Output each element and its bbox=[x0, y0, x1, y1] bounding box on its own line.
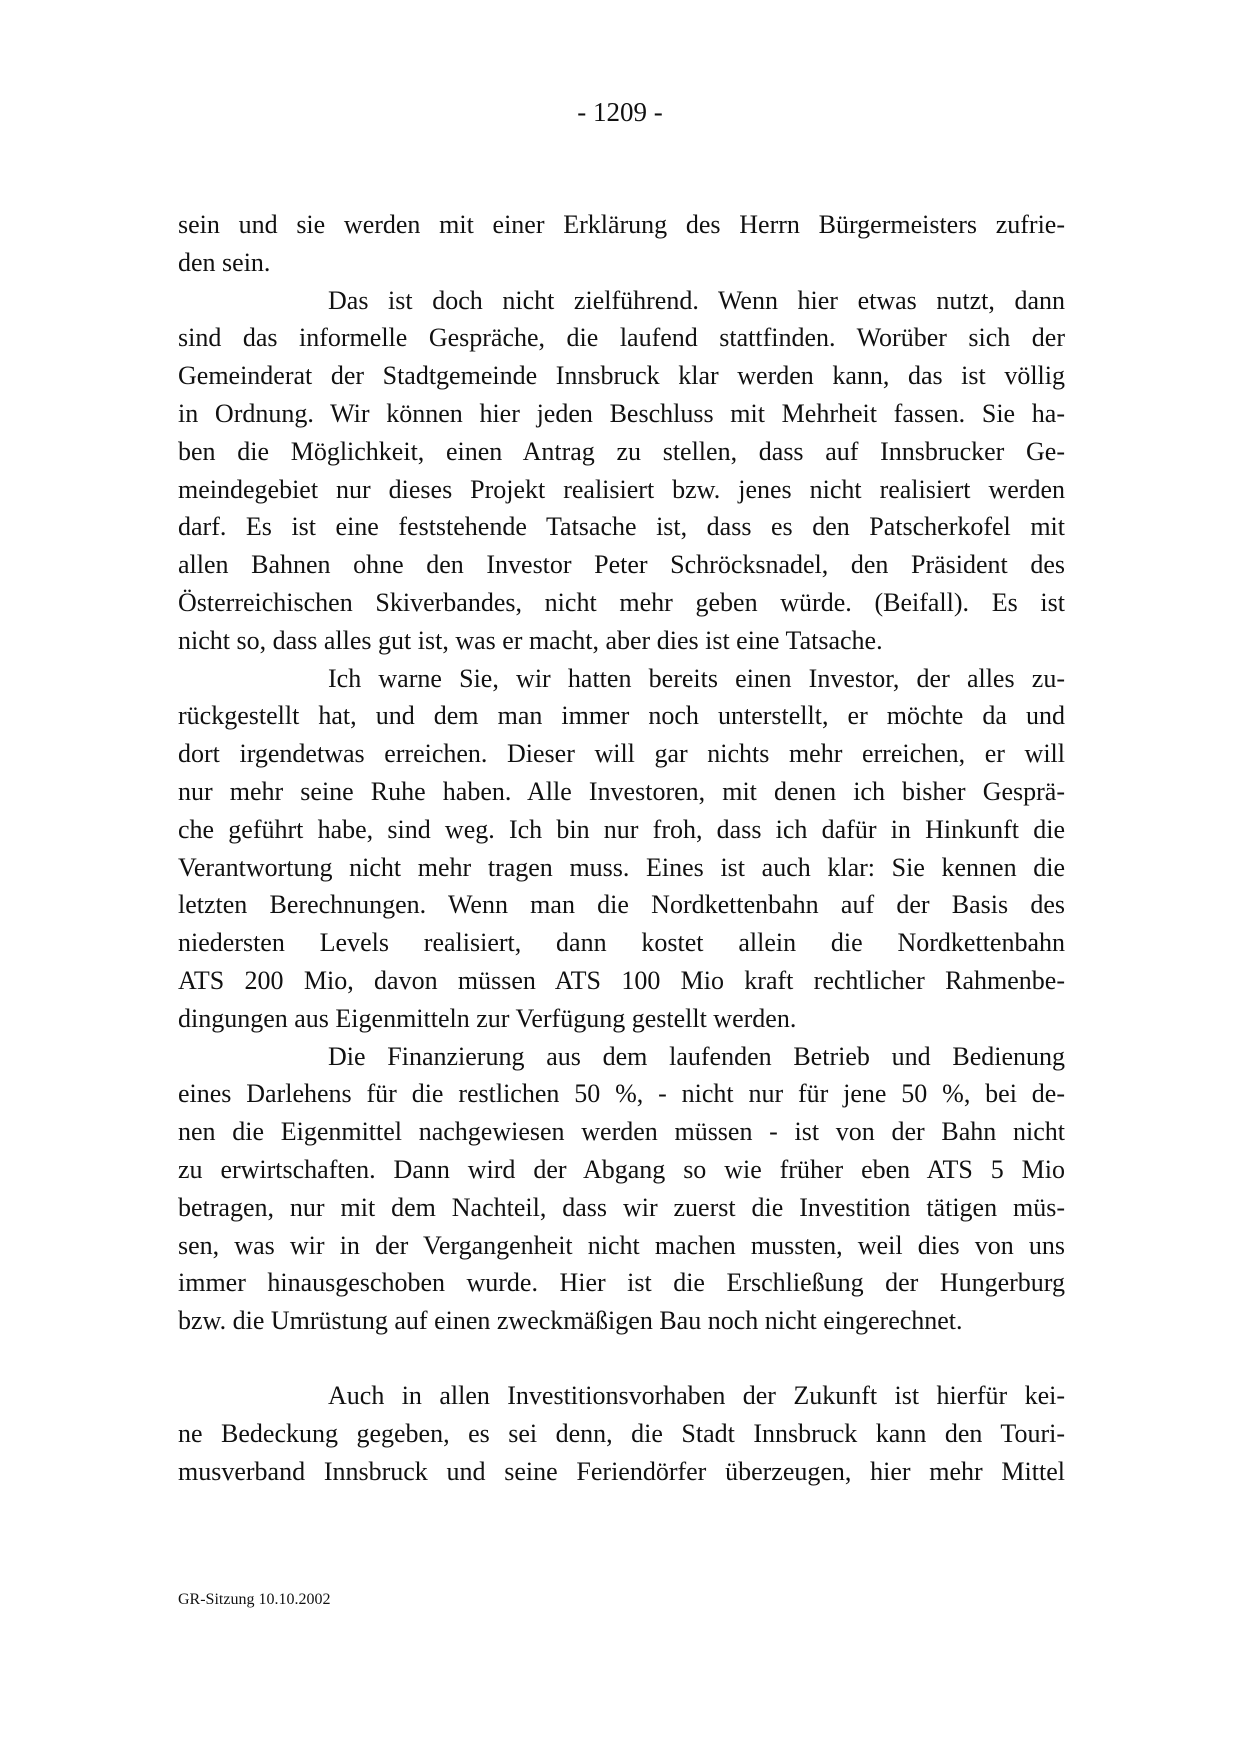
text-line: bzw. die Umrüstung auf einen zweckmäßigen Bau noch nicht eingerechnet. bbox=[178, 1306, 963, 1336]
text-line: nur mehr seine Ruhe haben. Alle Investoren, mit denen ich bisher Gesprä- bbox=[178, 776, 1065, 806]
text-line: ben die Möglichkeit, einen Antrag zu stellen, dass auf Innsbrucker Ge- bbox=[178, 436, 1065, 466]
text-line: letzten Berechnungen. Wenn man die Nordkettenbahn auf der Basis des bbox=[178, 890, 1065, 920]
text-line: ne Bedeckung gegeben, es sei denn, die Stadt Innsbruck kann den Touri- bbox=[178, 1418, 1065, 1448]
text-line: den sein. bbox=[178, 247, 271, 277]
text-line: dort irgendetwas erreichen. Dieser will gar nichts mehr erreichen, er will bbox=[178, 739, 1065, 769]
text-line: niedersten Levels realisiert, dann kostet allein die Nordkettenbahn bbox=[178, 928, 1065, 958]
paragraph-5 bbox=[178, 1377, 1065, 1490]
paragraph-2 bbox=[178, 282, 1065, 660]
paragraph-4 bbox=[178, 1038, 1065, 1340]
text-line: sen, was wir in der Vergangenheit nicht machen mussten, weil dies von uns bbox=[178, 1230, 1065, 1260]
text-line: meindegebiet nur dieses Projekt realisiert bzw. jenes nicht realisiert werden bbox=[178, 474, 1065, 504]
paragraph-3 bbox=[178, 660, 1065, 1038]
paragraph-1 bbox=[178, 206, 1065, 282]
text-line: in Ordnung. Wir können hier jeden Beschluss mit Mehrheit fassen. Sie ha- bbox=[178, 398, 1065, 428]
text-line: Verantwortung nicht mehr tragen muss. Eines ist auch klar: Sie kennen die bbox=[178, 852, 1065, 882]
text-line: nen die Eigenmittel nachgewiesen werden müssen - ist von der Bahn nicht bbox=[178, 1117, 1065, 1147]
text-line: Die Finanzierung aus dem laufenden Betrieb und Bedienung bbox=[328, 1041, 1065, 1071]
text-line: Gemeinderat der Stadtgemeinde Innsbruck klar werden kann, das ist völlig bbox=[178, 361, 1065, 391]
text-line: ATS 200 Mio, davon müssen ATS 100 Mio kraft rechtlicher Rahmenbe- bbox=[178, 965, 1065, 995]
footer-session-date: GR-Sitzung 10.10.2002 bbox=[178, 1591, 331, 1608]
text-line: Das ist doch nicht zielführend. Wenn hier etwas nutzt, dann bbox=[328, 285, 1065, 315]
text-line: che geführt habe, sind weg. Ich bin nur froh, dass ich dafür in Hinkunft die bbox=[178, 814, 1065, 844]
text-line: darf. Es ist eine feststehende Tatsache ist, dass es den Patscherkofel mit bbox=[178, 512, 1065, 542]
text-line: sein und sie werden mit einer Erklärung des Herrn Bürgermeisters zufrie- bbox=[178, 210, 1065, 239]
text-line: Auch in allen Investitionsvorhaben der Zukunft ist hierfür kei- bbox=[328, 1380, 1065, 1410]
text-line: zu erwirtschaften. Dann wird der Abgang so wie früher eben ATS 5 Mio bbox=[178, 1154, 1065, 1184]
text-line: immer hinausgeschoben wurde. Hier ist die Erschließung der Hungerburg bbox=[178, 1268, 1065, 1298]
document-body bbox=[178, 206, 1065, 1490]
text-line: musverband Innsbruck und seine Feriendörfer überzeugen, hier mehr Mittel bbox=[178, 1456, 1065, 1486]
text-line: Ich warne Sie, wir hatten bereits einen Investor, der alles zu- bbox=[328, 663, 1065, 693]
text-line: Österreichischen Skiverbandes, nicht mehr geben würde. (Beifall). Es ist bbox=[178, 587, 1065, 617]
text-line: nicht so, dass alles gut ist, was er macht, aber dies ist eine Tatsache. bbox=[178, 625, 883, 655]
text-line: betragen, nur mit dem Nachteil, dass wir zuerst die Investition tätigen müs- bbox=[178, 1192, 1065, 1222]
text-line: allen Bahnen ohne den Investor Peter Schröcksnadel, den Präsident des bbox=[178, 550, 1065, 580]
text-line: sind das informelle Gespräche, die laufend stattfinden. Worüber sich der bbox=[178, 323, 1065, 353]
page-number: - 1209 - bbox=[577, 97, 663, 127]
text-line: rückgestellt hat, und dem man immer noch unterstellt, er möchte da und bbox=[178, 701, 1065, 731]
text-line: eines Darlehens für die restlichen 50 %, - nicht nur für jene 50 %, bei de- bbox=[178, 1079, 1065, 1109]
text-line: dingungen aus Eigenmitteln zur Verfügung gestellt werden. bbox=[178, 1003, 797, 1033]
